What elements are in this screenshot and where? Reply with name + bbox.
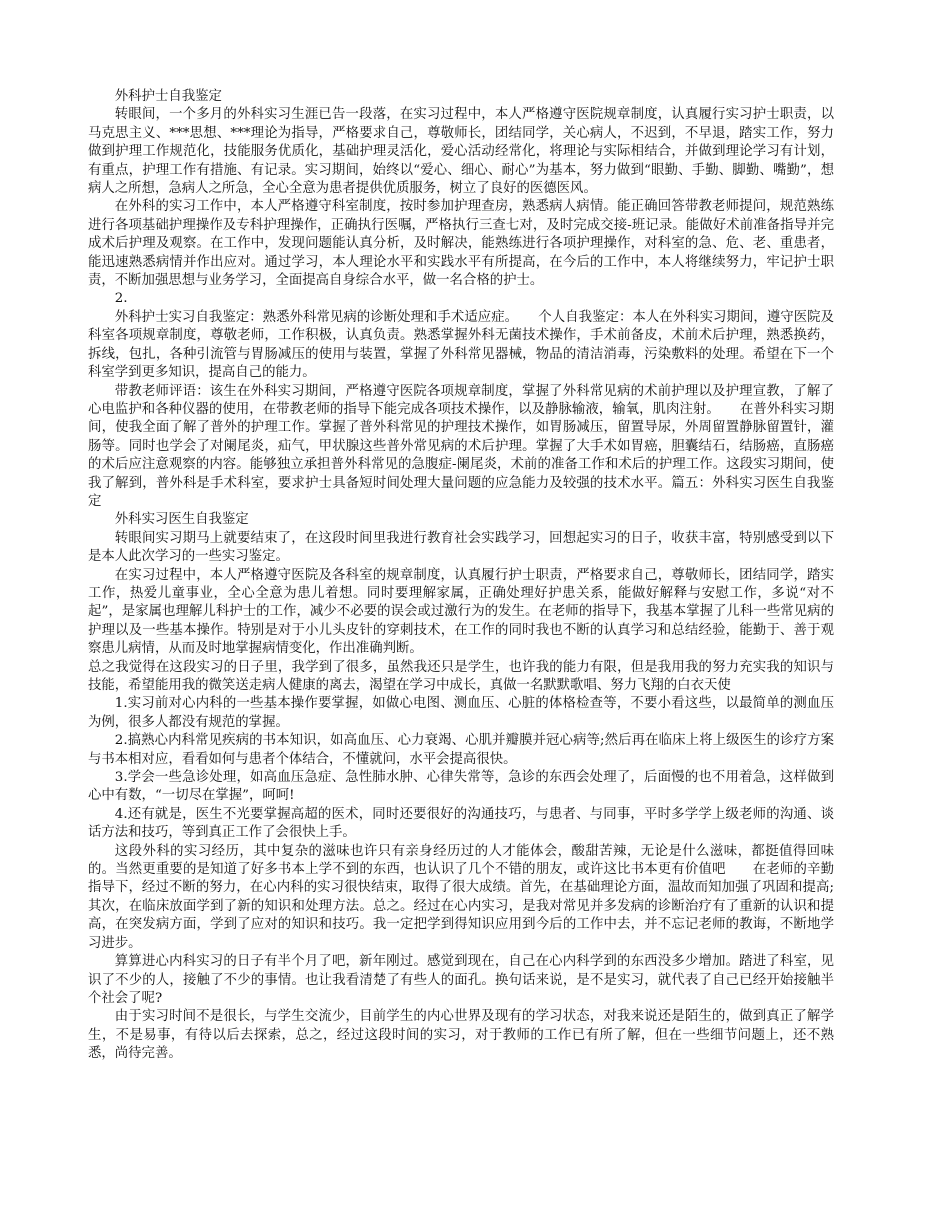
paragraph: 外科护士实习自我鉴定：熟悉外科常见病的诊断处理和手术适应症。 个人自我鉴定：本人在外科实习期间，遵守医院及科室各项规章制度，尊敬老师，工作积极，认真负责。熟悉掌握外科无菌技术操作，手术前备皮，术前术后护理，熟悉换药，拆线，包扎，各种引流管与胃肠减压的使用与装置，掌握了外科常见器械，物品的清洁消毒，污染敷料的处理。希望在下一个科室学到更多知识，提高自己的能力。 (88, 309, 834, 381)
list-item: 4.还有就是，医生不光要掌握高超的医术，同时还要很好的沟通技巧，与患者、与同事，平时多学学上级老师的沟通、谈话方法和技巧，等到真正工作了会很快上手。 (88, 806, 834, 841)
paragraph: 在实习过程中，本人严格遵守医院及各科室的规章制度，认真履行护士职责，严格要求自己，尊敬师长，团结同学，踏实工作，热爱儿童事业，全心全意为患儿着想。同时要理解家属，正确处理好护患关系，能做好解释与安慰工作，多说“对不起”，是家属也理解儿科护士的工作，减少不必要的误会或过激行为的发生。在老师的指导下，我基本掌握了儿科一些常见病的护理以及一些基本操作。特别是对于小儿头皮针的穿刺技术，在工作的同时我也不断的认真学习和总结经验，能勤于、善于观察患儿病情，从而及时地掌握病情变化，作出准确判断。 (88, 567, 834, 657)
list-item: 2.搞熟心内科常见疾病的书本知识，如高血压、心力衰竭、心肌并瓣膜并冠心病等;然后再在临床上将上级医生的诊疗方案与书本相对应，看看如何与患者个体结合，不懂就问，水平会提高很快。 (88, 733, 834, 767)
section-title: 外科护士自我鉴定 (114, 89, 222, 104)
list-item: 3.学会一些急诊处理，如高血压急症、急性肺水肿、心律失常等，急诊的东西会处理了，后面慢的也不用着急，这样做到心中有数，“一切尽在掌握”，呵呵! (88, 770, 834, 804)
list-item: 1.实习前对心内科的一些基本操作要掌握，如做心电图、测血压、心脏的体格检查等，不要小看这些，以最简单的测血压为例，很多人都没有规范的掌握。 (88, 696, 834, 730)
section-title: 外科实习医生自我鉴定 (114, 512, 249, 528)
paragraph: 带教老师评语：该生在外科实习期间，严格遵守医院各项规章制度，掌握了外科常见病的术前护理以及护理宣教，了解了心电监护和各种仪器的使用，在带教老师的指导下能完成各项技术操作，以及静脉输液，输氧，肌肉注射。 在普外科实习期间，使我全面了解了普外的护理工作。掌握了普外科常见的护理技术操作，如胃肠减压，留置导尿，外周留置静脉留置针，灌肠等。同时也学会了对阑尾炎，疝气，甲状腺这些普外常见病的术后护理。掌握了大手术如胃癌，胆囊结石，结肠癌，直肠癌的术后应注意观察的内容。能够独立承担普外科常见的急腹症-阑尾炎，术前的准备工作和术后的护理工作。这段实习期间，使我了解到，普外科是手术科室，要求护士具备短时间处理大量问题的应急能力及较强的技术水平。篇五：外科实习医生自我鉴定 (88, 383, 834, 509)
paragraph: 这段外科的实习经历，其中复杂的滋味也许只有亲身经历过的人才能体会，酸甜苦辣，无论是什么滋味，都挺值得回味的。当然更重要的是知道了好多书本上学不到的东西，也认识了几个不错的朋友，或许这比书本更有价值吧 在老师的辛勤指导下，经过不断的努力，在心内科的实习很快结束，取得了很大成绩。首先，在基础理论方面，温故而知加强了巩固和提高;其次，在临床放面学到了新的知识和处理方法。总之。经过在心内实习，是我对常见并多发病的诊断治疗有了重新的认识和提高，在突发病方面，学到了应对的知识和技巧。我一定把学到得知识应用到今后的工作中去，并不忘记老师的教诲，不断地学习进步。 (88, 843, 834, 951)
paragraph: 转眼间，一个多月的外科实习生涯已告一段落，在实习过程中，本人严格遵守医院规章制度，认真履行实习护士职责，以马克思主义、***思想、***理论为指导，严格要求自己，尊敬师长，团结同学，关心病人，不迟到，不早退，踏实工作，努力做到护理工作规范化，技能服务优质化，基础护理灵活化，爱心活动经常化，将理论与实际相结合，并做到理论学习有计划，有重点，护理工作有措施、有记录。实习期间，始终以“爱心、细心、耐心”为基本，努力做到“眼勤、手勤、脚勤、嘴勤”，想病人之所想，急病人之所急，全心全意为患者提供优质服务，树立了良好的医德医风。 (88, 107, 834, 197)
section-number: 2． (114, 291, 137, 307)
paragraph: 算算进心内科实习的日子有半个月了吧，新年刚过。感觉到现在，自己在心内科学到的东西没多少增加。踏进了科室，见识了不少的人，接触了不少的事情。也让我看清楚了有些人的面孔。换句话来说，是不是实习，就代表了自己已经开始接触半个社会了呢? (88, 954, 834, 1006)
paragraph: 转眼间实习期马上就要结束了，在这段时间里我进行教育社会实践学习，回想起实习的日子，收获丰富，特别感受到以下是本人此次学习的一些实习鉴定。 (88, 530, 834, 565)
paragraph: 总之我觉得在这段实习的日子里，我学到了很多，虽然我还只是学生，也许我的能力有限，但是我用我的努力充实我的知识与技能，希望能用我的微笑送走病人健康的离去，渴望在学习中成长，真做一名默默歌唱、努力飞翔的白衣天使 (88, 659, 834, 693)
paragraph: 在外科的实习工作中，本人严格遵守科室制度，按时参加护理查房，熟悉病人病情。能正确回答带教老师提问，规范熟练进行各项基础护理操作及专科护理操作，正确执行医嘱，严格执行三查七对，及时完成交接-班记录。能做好术前准备指导并完成术后护理及观察。在工作中，发现问题能认真分析，及时解决，能熟练进行各项护理操作，对科室的急、危、老、重患者，能迅速熟悉病情并作出应对。通过学习，本人理论水平和实践水平有所提高，在今后的工作中，本人将继续努力，牢记护士职责，不断加强思想与业务学习，全面提高自身综合水平，做一名合格的护士。 (88, 199, 834, 289)
paragraph: 由于实习时间不是很长，与学生交流少，目前学生的内心世界及现有的学习状态，对我来说还是陌生的，做到真正了解学生，不是易事，有待以后去探索，总之，经过这段时间的实习，对于教师的工作已有所了解，但在一些细节问题上，还不熟悉，尚待完善。 (88, 1009, 834, 1062)
